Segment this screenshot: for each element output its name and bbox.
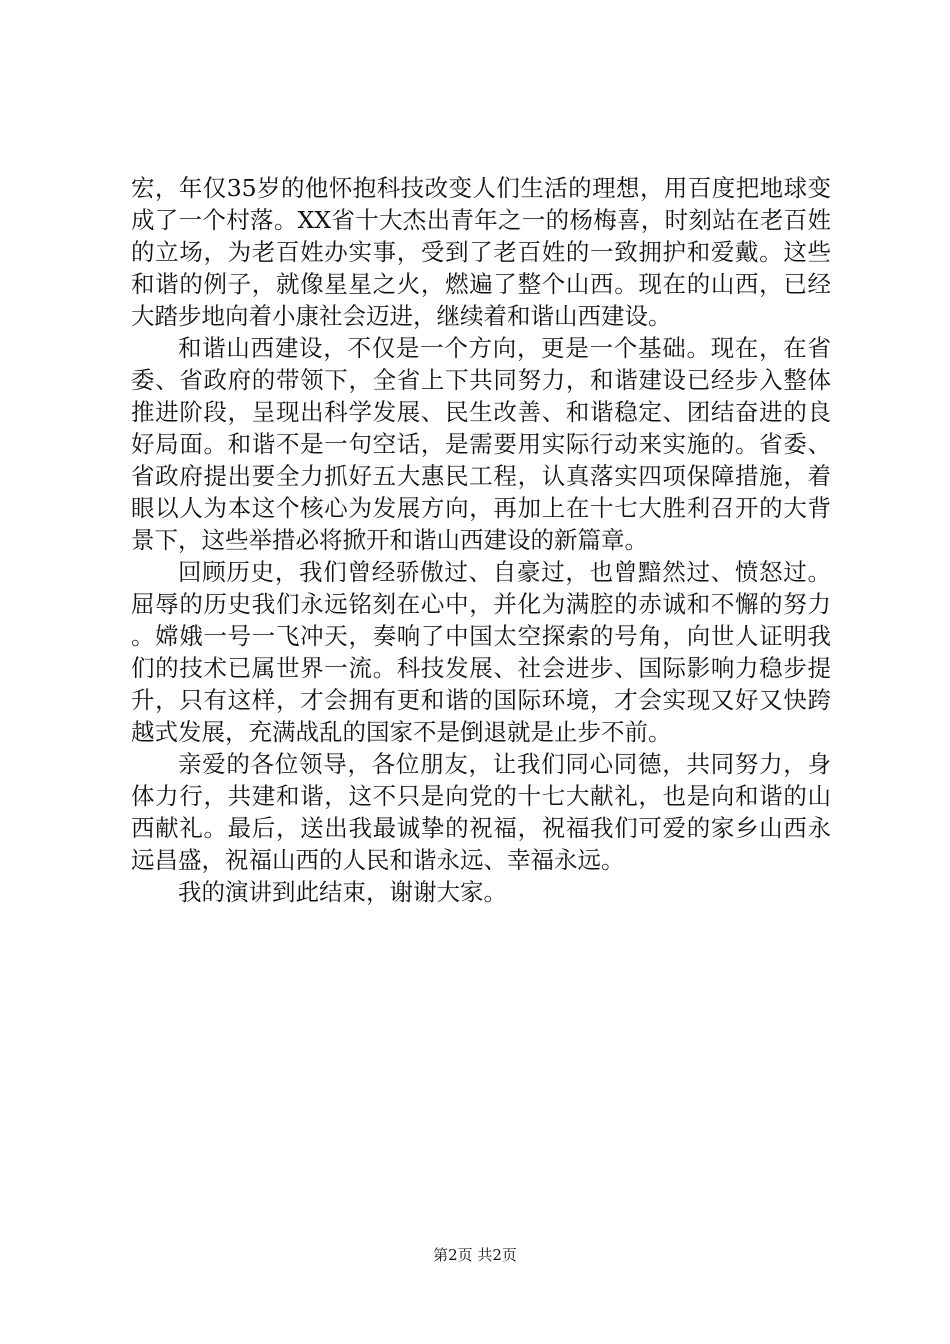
paragraph-closing-wishes: 亲爱的各位领导，各位朋友，让我们同心同德，共同努力，身体力行，共建和谐，这不只是向党的十七大献礼，也是向和谐的山西献礼。最后，送出我最诚挚的祝福，祝福我们可爱的家乡山西永远昌盛，祝福山西的人民和谐永远、幸福永远。 [131,750,831,874]
paragraph-harmony-construction: 和谐山西建设，不仅是一个方向，更是一个基础。现在，在省委、省政府的带领下，全省上下共同努力，和谐建设已经步入整体推进阶段，呈现出科学发展、民生改善、和谐稳定、团结奋进的良好局面。和谐不是一句空话，是需要用实际行动来实施的。省委、省政府提出要全力抓好五大惠民工程，认真落实四项保障措施，着眼以人为本这个核心为发展方向，再加上在十七大胜利召开的大背景下，这些举措必将掀开和谐山西建设的新篇章。 [131,334,831,554]
paragraph-continuation: 宏，年仅35岁的他怀抱科技改变人们生活的理想，用百度把地球变成了一个村落。XX省十大杰出青年之一的杨梅喜，时刻站在老百姓的立场，为老百姓办实事，受到了老百姓的一致拥护和爱戴。这些和谐的例子，就像星星之火，燃遍了整个山西。现在的山西，已经大踏步地向着小康社会迈进，继续着和谐山西建设。 [131,174,831,330]
paragraph-thanks: 我的演讲到此结束，谢谢大家。 [178,878,507,906]
body-text [131,172,831,908]
page-footer: 第2页 共2页 [433,1246,517,1264]
paragraph-history-review: 回顾历史，我们曾经骄傲过、自豪过，也曾黯然过、愤怒过。屈辱的历史我们永远铭刻在心中，并化为满腔的赤诚和不懈的努力。嫦娥一号一飞冲天，奏响了中国太空探索的号角，向世人证明我们的技术已属世界一流。科技发展、社会进步、国际影响力稳步提升，只有这样，才会拥有更和谐的国际环境，才会实现又好又快跨越式发展，充满战乱的国家不是倒退就是止步不前。 [131,558,831,746]
